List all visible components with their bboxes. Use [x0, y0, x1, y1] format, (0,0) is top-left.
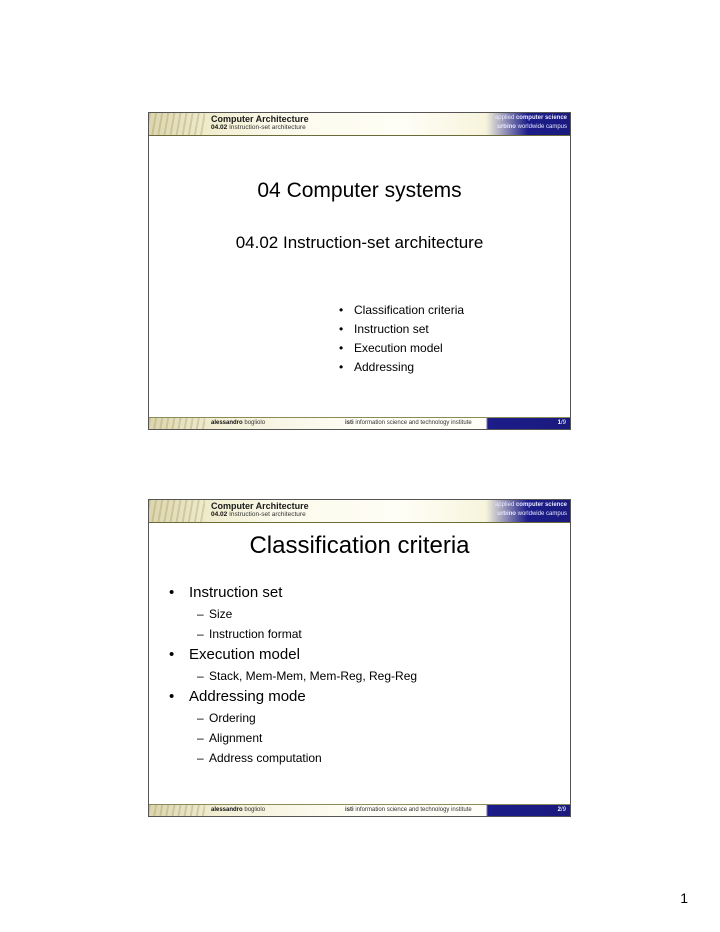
list-subitem: – Address computation	[169, 748, 417, 768]
slide-subtitle: 04.02 Instruction-set architecture	[235, 233, 484, 252]
footer-decoration	[149, 805, 205, 816]
institute-name: information science and technology institute	[355, 807, 472, 813]
slide-page-indicator: 2/9	[557, 807, 566, 813]
author-last-name: bogliolo	[244, 807, 266, 813]
slide-page-total: 9	[562, 420, 566, 426]
slide-page-current: 2	[557, 807, 561, 813]
header-urbino: urbino	[497, 124, 516, 130]
section-label	[211, 124, 306, 131]
slide-page-current: 1	[557, 420, 561, 426]
footer-author	[211, 420, 265, 426]
header-right-line2	[497, 124, 567, 130]
section-label	[211, 511, 306, 518]
slide-title: Classification criteria	[249, 532, 470, 559]
slide-header	[149, 500, 570, 523]
institute-name: information science and technology institute	[355, 420, 472, 426]
list-subitem: – Stack, Mem-Mem, Mem-Reg, Reg-Reg	[169, 666, 417, 686]
section-title: Instruction-set architecture	[229, 511, 306, 518]
slide-page-total: 9	[562, 807, 566, 813]
list-item: • Addressing	[339, 358, 464, 377]
section-number: 04.02	[211, 124, 228, 131]
footer-decoration	[149, 418, 205, 429]
list-subitem: – Ordering	[169, 708, 417, 728]
criteria-list	[169, 582, 417, 768]
author-first-name: alessandro	[211, 420, 243, 426]
topic-list	[339, 301, 464, 377]
footer-author	[211, 807, 265, 813]
slide-footer	[149, 804, 570, 816]
header-computer-science: computer science	[515, 115, 567, 121]
list-item: • Classification criteria	[339, 301, 464, 320]
institute-abbr: isti	[345, 807, 354, 813]
header-decoration	[149, 113, 205, 135]
header-right-line1	[495, 502, 567, 508]
header-decoration	[149, 500, 205, 522]
institute-abbr: isti	[345, 420, 354, 426]
footer-institute	[345, 420, 472, 426]
section-title: Instruction-set architecture	[229, 124, 306, 131]
footer-institute	[345, 807, 472, 813]
list-subitem: – Alignment	[169, 728, 417, 748]
list-item: • Execution model	[169, 644, 417, 666]
header-computer-science: computer science	[515, 502, 567, 508]
header-right-line2	[497, 511, 567, 517]
list-item: • Execution model	[339, 339, 464, 358]
slide-1	[148, 112, 571, 430]
header-right-line1	[495, 115, 567, 121]
page-number: 1	[680, 890, 688, 906]
list-subitem: – Instruction format	[169, 624, 417, 644]
slide-header	[149, 113, 570, 136]
slide-title: 04 Computer systems	[257, 179, 462, 202]
section-number: 04.02	[211, 511, 228, 518]
header-urbino: urbino	[497, 511, 516, 517]
course-title: Computer Architecture	[211, 501, 309, 511]
author-last-name: bogliolo	[244, 420, 266, 426]
header-worldwide-campus: worldwide campus	[517, 124, 567, 130]
slide-page-indicator: 1/9	[557, 420, 566, 426]
slide-2	[148, 499, 571, 817]
header-applied: applied	[494, 502, 515, 508]
author-first-name: alessandro	[211, 807, 243, 813]
course-title: Computer Architecture	[211, 114, 309, 124]
slide-footer	[149, 417, 570, 429]
list-item: • Instruction set	[339, 320, 464, 339]
header-worldwide-campus: worldwide campus	[517, 511, 567, 517]
list-item: • Instruction set	[169, 582, 417, 604]
header-applied: applied	[494, 115, 515, 121]
list-item: • Addressing mode	[169, 686, 417, 708]
list-subitem: – Size	[169, 604, 417, 624]
